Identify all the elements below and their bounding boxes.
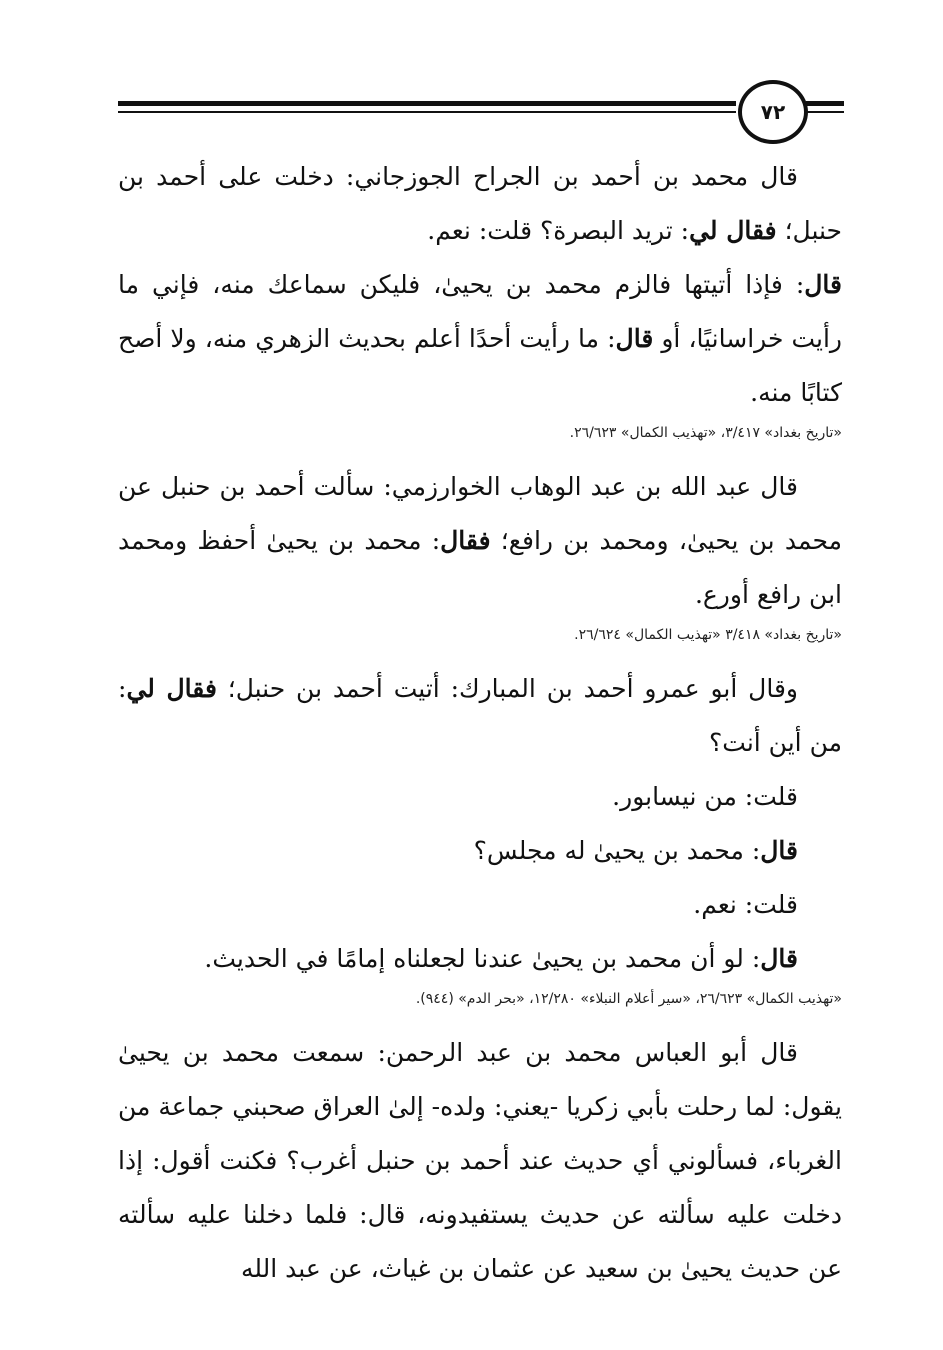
header-rule-thin [118,111,736,113]
header-rule-thick [118,101,736,106]
text: : محمد بن يحيىٰ له مجلس؟ [473,836,761,865]
source-citation-2: «تاريخ بغداد» ٣/٤١٨ «تهذيب الكمال» ٢٦/٦٢٤. [574,627,842,643]
header-rule-right-thin [806,111,844,113]
paragraph-2 [118,258,842,420]
text: : محمد بن يحيىٰ أحفظ ومحمد ابن رافع أورع. [118,526,842,609]
page-header [118,74,844,144]
text: قال محمد بن أحمد بن الجراح الجوزجاني: دخلت على أحمد بن حنبل؛ [118,162,842,245]
text: : فإذا أتيتها فالزم محمد بن يحيىٰ، فليكن سماعك منه، فإني ما رأيت خراسانيًا، أو [118,270,842,353]
text: : ما رأيت أحدًا أعلم بحديث الزهري منه، ولا أصح كتابًا منه. [118,324,842,407]
paragraph-4 [118,662,842,770]
text: : من أين أنت؟ [118,674,842,757]
bold-text: فقال [440,526,491,555]
dialog-line-1: قلت: من نيسابور. [612,782,798,811]
text: وقال أبو عمرو أحمد بن المبارك: أتيت أحمد بن حنبل؛ [216,674,798,703]
dialog-line-4 [118,932,842,986]
source-citation-3: «تهذيب الكمال» ٢٦/٦٢٣، «سير أعلام النبلاء» ١٢/٢٨٠، «بحر الدم» (٩٤٤). [415,991,842,1007]
bold-text: قال [760,836,798,865]
dialog-line-3: قلت: نعم. [693,890,798,919]
bold-text: قال [615,324,654,353]
bold-text: قال [760,944,798,973]
paragraph-3 [118,460,842,622]
dialog-line-2 [118,824,842,878]
text: : تريد البصرة؟ قلت: نعم. [427,216,690,245]
text: : لو أن محمد بن يحيىٰ عندنا لجعلناه إمامًا في الحديث. [204,944,761,973]
paragraph-1 [118,150,842,258]
bold-text: فقال لي [126,674,217,703]
page-body [118,150,842,1296]
bold-text: فقال لي [689,216,777,245]
text: قال عبد الله بن عبد الوهاب الخوارزمي: سألت أحمد بن حنبل عن محمد بن يحيىٰ، ومحمد بن رافع؛ [118,472,842,555]
header-rule-right-thick [806,101,844,106]
bold-text: قال [804,270,842,299]
paragraph-5: قال أبو العباس محمد بن عبد الرحمن: سمعت محمد بن يحيىٰ يقول: لما رحلت بأبي زكريا -يعني: ولده- إلىٰ العراق صحبني جماعة من الغرباء، فسألوني أي حديث عند أحمد بن حنبل أغرب؟ فكنت أقول: إذا دخلت عليه سألته عن حديث يستفيدونه، قال: فلما دخلنا عليه سألته عن حديث يحيىٰ بن سعيد عن عثمان بن غياث، عن عبد الله [118,1038,842,1283]
page-number: ٧٢ [738,80,808,144]
source-citation-1: «تاريخ بغداد» ٣/٤١٧، «تهذيب الكمال» ٢٦/٦٢٣. [569,425,842,441]
